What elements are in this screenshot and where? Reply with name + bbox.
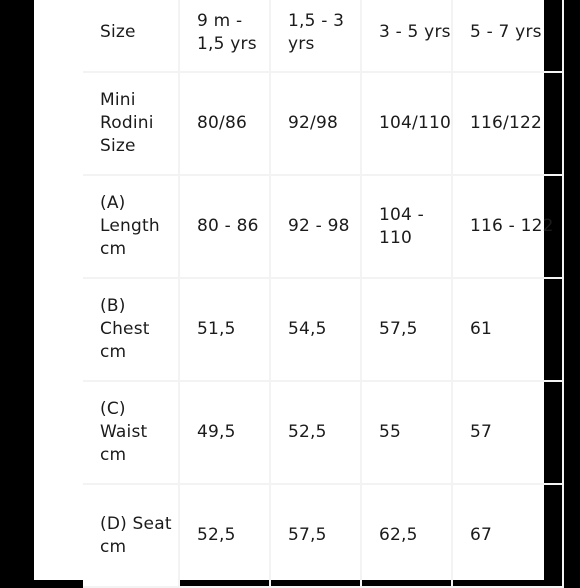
table-cell: 62,5 <box>361 484 452 587</box>
table-cell: 57,5 <box>361 278 452 381</box>
row-header-cell: (D) Seat cm <box>83 484 179 587</box>
row-header-cell: Size <box>83 0 179 72</box>
table-cell: 116 - 122 <box>452 175 563 278</box>
table-cell: 104 - 110 <box>361 175 452 278</box>
row-header-cell: (A) Length cm <box>83 175 179 278</box>
table-row-waist <box>83 381 563 484</box>
table-row-size <box>83 0 563 72</box>
table-cell: 54,5 <box>270 278 361 381</box>
table-cell: 116/122 <box>452 72 563 175</box>
table-row-chest <box>83 278 563 381</box>
table-cell: 49,5 <box>179 381 270 484</box>
size-table <box>83 0 564 588</box>
table-row-length <box>83 175 563 278</box>
row-header-cell: Mini Rodini Size <box>83 72 179 175</box>
table-cell: 104/110 <box>361 72 452 175</box>
table-cell: 57,5 <box>270 484 361 587</box>
table-cell: 92/98 <box>270 72 361 175</box>
table-cell: 3 - 5 yrs <box>361 0 452 72</box>
table-cell: 52,5 <box>270 381 361 484</box>
table-cell: 9 m - 1,5 yrs <box>179 0 270 72</box>
table-cell: 57 <box>452 381 563 484</box>
table-cell: 80 - 86 <box>179 175 270 278</box>
table-row-mini-rodini-size <box>83 72 563 175</box>
row-header-cell: (B) Chest cm <box>83 278 179 381</box>
table-cell: 1,5 - 3 yrs <box>270 0 361 72</box>
table-cell: 5 - 7 yrs <box>452 0 563 72</box>
size-chart-panel <box>34 0 554 580</box>
table-cell: 51,5 <box>179 278 270 381</box>
table-cell: 52,5 <box>179 484 270 587</box>
table-cell: 67 <box>452 484 563 587</box>
table-cell: 80/86 <box>179 72 270 175</box>
table-cell: 55 <box>361 381 452 484</box>
row-header-cell: (C) Waist cm <box>83 381 179 484</box>
size-table-scroll-area[interactable] <box>83 0 554 580</box>
table-cell: 92 - 98 <box>270 175 361 278</box>
table-cell: 61 <box>452 278 563 381</box>
table-row-seat <box>83 484 563 587</box>
